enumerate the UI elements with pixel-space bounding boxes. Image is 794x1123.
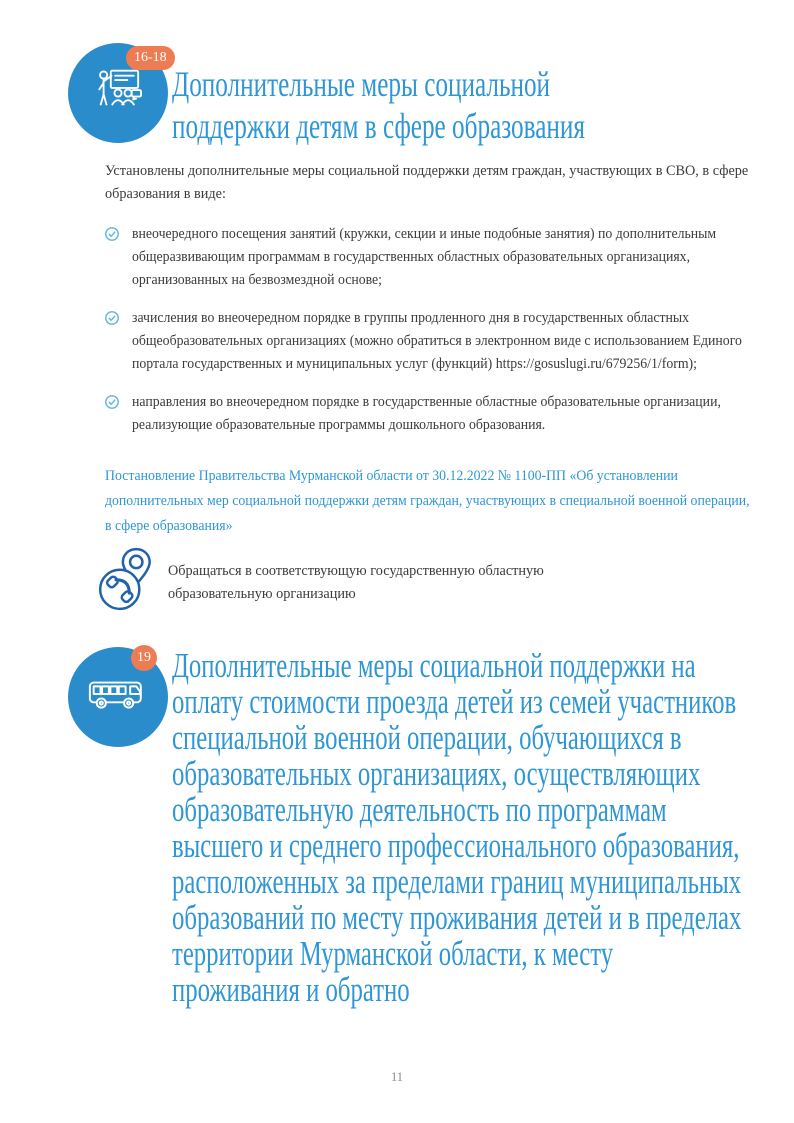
list-item-text: внеочередного посещения занятий (кружки, секции и иные подобные занятия) по дополнительным общеразвивающим программам в государственных областных образовательных организациях, организованных на безвозмездной основе;	[132, 226, 717, 288]
section1-title: Дополнительные меры социальной поддержки детям в сфере образования	[172, 64, 585, 146]
page-number: 11	[390, 1070, 404, 1084]
section2-title: Дополнительные меры социальной поддержки на оплату стоимости проезда детей из семей участников специальной военной операции, обучающихся в образовательных организациях, осуществляющих образовательную деятельность по программам высшего и среднего профессионального образования, расположенных за пределами границ муниципальных образований по месту проживания детей и в пределах территории Мурманской области, к месту проживания и обратно	[172, 646, 742, 1009]
item-number-label: 19	[137, 650, 151, 665]
intro-paragraph: Установлены дополнительные меры социальной поддержки детям граждан, участвующих в СВО, в сфере образования в виде:	[105, 163, 749, 202]
item-number-badge	[131, 645, 157, 671]
phone-contact-icon	[95, 546, 161, 612]
list-item	[105, 307, 750, 376]
age-range-label: 16-18	[134, 50, 167, 65]
legal-reference: Постановление Правительства Мурманской области от 30.12.2022 № 1100-ПП «Об установлении дополнительных мер социальной поддержки детям граждан, участвующих в специальной военной операции, в сфере образования»	[105, 468, 750, 534]
intro-paragraph-block	[105, 160, 753, 206]
list-item	[105, 223, 750, 292]
section2-title-block	[172, 648, 747, 1008]
check-circle-icon	[105, 395, 119, 409]
legal-reference-block	[105, 464, 755, 539]
check-circle-icon	[105, 311, 119, 325]
list-item-text: направления во внеочередном порядке в государственные областные образовательные организации, реализующие образовательные программы дошкольного образования.	[132, 394, 721, 433]
section1-title-block	[172, 63, 672, 147]
list-item	[105, 391, 750, 437]
benefit-list	[105, 223, 750, 437]
age-range-badge	[126, 46, 175, 70]
check-circle-icon	[105, 227, 119, 241]
contact-note-block	[168, 560, 608, 606]
list-item-text: зачисления во внеочередном порядке в группы продленного дня в государственных областных общеобразовательных организациях (можно обратиться в электронном виде с использованием Единого портала государственных и муниципальных услуг (функций) https://gosuslugi.ru/679256/1/form);	[132, 310, 742, 372]
contact-note: Обращаться в соответствующую государственную областную образовательную организацию	[168, 563, 544, 602]
